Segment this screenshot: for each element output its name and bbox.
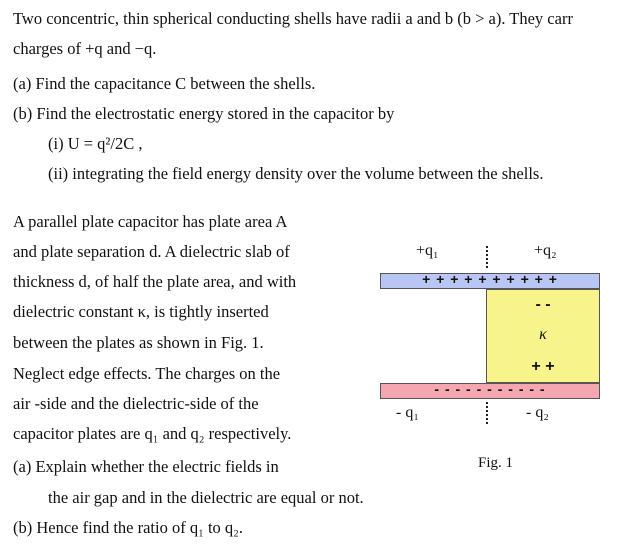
- top-plate: [380, 273, 600, 289]
- problem2-line: dielectric constant κ, is tightly inserted: [13, 302, 269, 321]
- figure-caption: Fig. 1: [478, 455, 514, 471]
- problem1-part-b: (b) Find the electrostatic energy stored in the capacitor by: [13, 104, 395, 123]
- problem1-part-b-i: (i) U = q²/2C ,: [48, 134, 143, 153]
- slab-top-charges: - -: [535, 296, 551, 313]
- divider-dotted-top: [486, 246, 488, 268]
- kappa-label: κ: [539, 326, 547, 343]
- problem2-line: air -side and the dielectric-side of the: [13, 394, 259, 413]
- problem1-part-a: (a) Find the capacitance C between the shells.: [13, 74, 316, 93]
- problem2-line: and plate separation d. A dielectric slab of: [13, 242, 290, 261]
- label-minus-q2: - q₂: [526, 404, 549, 421]
- problem2-part-a-line1: (a) Explain whether the electric fields in: [13, 457, 279, 476]
- label-plus-q1: +q₁: [416, 242, 439, 259]
- problem2-line: A parallel plate capacitor has plate area A: [13, 212, 288, 231]
- label-minus-q1: - q₁: [396, 404, 419, 421]
- slab-bottom-charges: + +: [531, 358, 555, 375]
- label-plus-q2: +q₂: [534, 242, 557, 259]
- problem2-line: capacitor plates are q₁ and q₂ respectively.: [13, 424, 292, 443]
- problem2-line: between the plates as shown in Fig. 1.: [13, 333, 264, 352]
- problem2-line: Neglect edge effects. The charges on the: [13, 364, 281, 383]
- top-plate-charges: + + + + + + + + + +: [422, 271, 558, 287]
- dielectric-slab: [486, 289, 600, 383]
- problem1-line1: Two concentric, thin spherical conducting shells have radii a and b (b > a). They carr: [13, 9, 573, 28]
- problem2-part-a-line2: the air gap and in the dielectric are equal or not.: [48, 488, 364, 507]
- problem2-line: thickness d, of half the plate area, and with: [13, 272, 297, 291]
- problem1-part-b-ii: (ii) integrating the field energy density over the volume between the shells.: [48, 164, 544, 183]
- bottom-plate: [380, 383, 600, 399]
- bottom-plate-charges: - - - - - - - - - - -: [434, 381, 546, 397]
- divider-dotted-bottom: [486, 402, 488, 424]
- capacitor-figure: [376, 240, 604, 480]
- problem2-part-b: (b) Hence find the ratio of q₁ to q₂.: [13, 518, 244, 537]
- problem1-line2: charges of +q and −q.: [13, 39, 157, 58]
